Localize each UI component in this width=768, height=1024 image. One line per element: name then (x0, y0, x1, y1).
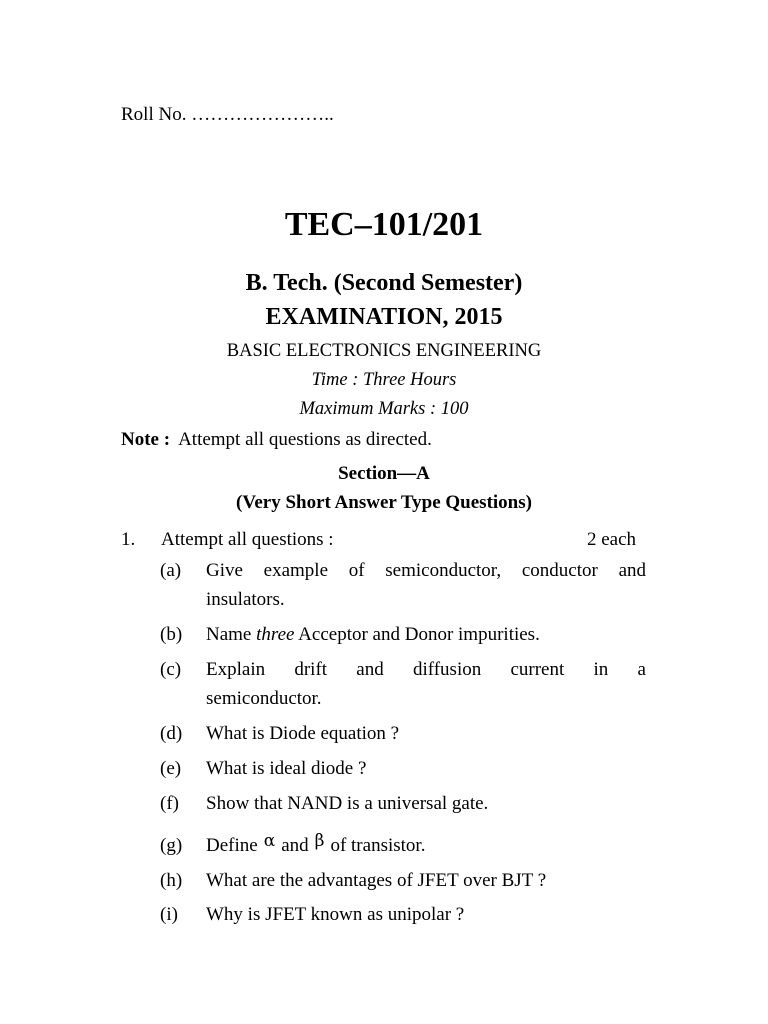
section-subtitle: (Very Short Answer Type Questions) (236, 492, 532, 513)
question-item-h: What are the advantages of JFET over BJT ? (206, 870, 547, 891)
question-item-d: What is Diode equation ? (206, 723, 400, 744)
question-item-e: What is ideal diode ? (206, 758, 367, 779)
word: semiconductor, (385, 560, 502, 581)
item-a-line2: insulators. (206, 589, 285, 610)
item-label: (a) (160, 560, 182, 581)
question-item-f: Show that NAND is a universal gate. (206, 793, 489, 814)
item-g-mid: and (281, 835, 309, 856)
item-b-post: Acceptor and Donor impurities. (294, 624, 540, 645)
item-b-pre: Name (206, 624, 257, 645)
word: Give (206, 560, 243, 581)
time-allowed: Time : Three Hours (311, 370, 457, 390)
item-label: (b) (160, 624, 183, 645)
item-label: (h) (160, 870, 183, 891)
maximum-marks: Maximum Marks : 100 (299, 399, 469, 419)
item-c-line2: semiconductor. (206, 688, 322, 709)
examination-title: EXAMINATION, 2015 (265, 304, 503, 330)
note-text: Attempt all questions as directed. (178, 429, 432, 450)
item-g-pre: Define (206, 835, 258, 856)
question-item-c (206, 655, 646, 713)
section-title: Section—A (338, 463, 430, 484)
item-label: (i) (160, 904, 178, 925)
word: conductor (521, 560, 598, 581)
question-text: Attempt all questions : (161, 529, 334, 550)
item-label: (e) (160, 758, 182, 779)
word: and (618, 560, 646, 581)
item-label: (g) (160, 835, 183, 856)
degree-title: B. Tech. (Second Semester) (245, 270, 523, 296)
note (121, 429, 432, 451)
word: current (510, 659, 565, 680)
question-item-g (206, 831, 646, 861)
item-b-emphasis: three (256, 624, 295, 645)
item-c-line1 (206, 655, 646, 684)
item-label: (d) (160, 723, 183, 744)
question-number: 1. (121, 529, 136, 550)
word: in (593, 659, 609, 680)
subject-title: BASIC ELECTRONICS ENGINEERING (226, 341, 542, 361)
word: example (263, 560, 329, 581)
paper-code: TEC–101/201 (284, 206, 484, 243)
word: of (348, 560, 365, 581)
question-item-b (206, 620, 646, 649)
roll-number-line: Roll No. ………………….. (121, 104, 334, 125)
word: a (637, 659, 646, 680)
word: and (356, 659, 384, 680)
beta-symbol: β (314, 831, 325, 851)
word: Explain (206, 659, 266, 680)
question-item-a (206, 556, 646, 614)
note-label: Note : (121, 429, 171, 450)
item-g-post: of transistor. (330, 835, 426, 856)
word: diffusion (412, 659, 482, 680)
alpha-symbol: α (263, 831, 276, 851)
item-label: (c) (160, 659, 182, 680)
item-a-line1 (206, 556, 646, 585)
question-marks: 2 each (587, 529, 637, 550)
question-item-i: Why is JFET known as unipolar ? (206, 904, 465, 925)
item-label: (f) (160, 793, 179, 814)
word: drift (294, 659, 328, 680)
